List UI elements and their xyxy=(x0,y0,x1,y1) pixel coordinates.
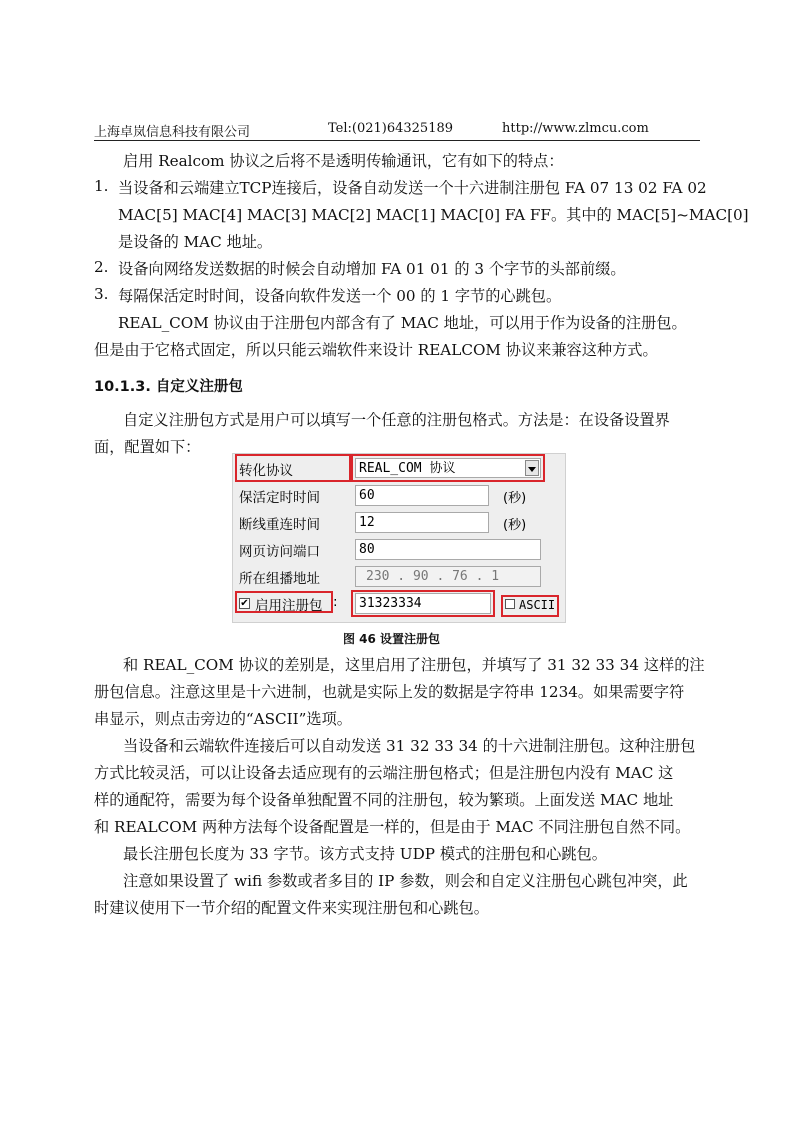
webport-label: 网页访问端口 xyxy=(239,544,320,560)
list-item-3-line-1: 每隔保活定时时间，设备向软件发送一个 00 的 1 字节的心跳包。 xyxy=(118,287,562,305)
para4-line-1: 当设备和云端软件连接后可以自动发送 31 32 33 34 的十六进制注册包。这种注册包 xyxy=(123,737,696,755)
highlight-register-input xyxy=(351,590,495,617)
register-colon: : xyxy=(333,594,338,610)
keepalive-unit: (秒) xyxy=(503,491,527,506)
register-input[interactable]: 31323334 xyxy=(355,593,491,614)
list-number-1: 1. xyxy=(94,177,109,195)
webport-input[interactable]: 80 xyxy=(355,539,541,560)
highlight-ascii xyxy=(501,595,559,617)
protocol-label: 转化协议 xyxy=(239,463,293,479)
para1-line-1: REAL_COM 协议由于注册包内部含有了 MAC 地址，可以用于作为设备的注册包。 xyxy=(118,314,687,332)
reconnect-unit: (秒) xyxy=(503,518,527,533)
register-checkbox[interactable]: ✔ xyxy=(240,598,249,609)
para3-line-3: 串显示，则点击旁边的“ASCII”选项。 xyxy=(94,710,352,728)
para4-line-3: 样的通配符，需要为每个设备单独配置不同的注册包，较为繁琐。上面发送 MAC 地址 xyxy=(94,791,674,809)
keepalive-label: 保活定时时间 xyxy=(239,490,320,506)
para2-line-2: 面，配置如下： xyxy=(94,438,201,456)
para6-line-1: 注意如果设置了 wifi 参数或者多目的 IP 参数，则会和自定义注册包心跳包冲突，此 xyxy=(123,872,688,890)
list-item-2-line-1: 设备向网络发送数据的时候会自动增加 FA 01 01 的 3 个字节的头部前缀。 xyxy=(118,260,626,278)
header-tel: Tel:(021)64325189 xyxy=(328,121,454,136)
para6-line-2: 时建议使用下一节介绍的配置文件来实现注册包和心跳包。 xyxy=(94,899,489,917)
highlight-protocol-label xyxy=(235,454,351,482)
para2-line-1: 自定义注册包方式是用户可以填写一个任意的注册包格式。方法是：在设备设置界 xyxy=(123,411,670,429)
figure-caption: 图 46 设置注册包 xyxy=(343,632,441,646)
list-number-2: 2. xyxy=(94,258,109,276)
ascii-label: ASCII xyxy=(519,598,556,612)
list-item-1-line-1: 当设备和云端建立TCP连接后，设备自动发送一个十六进制注册包 FA 07 13 02 FA 02 xyxy=(118,179,707,197)
para4-line-2: 方式比较灵活，可以让设备去适应现有的云端注册包格式；但是注册包内没有 MAC 这 xyxy=(94,764,674,782)
settings-panel xyxy=(232,453,566,623)
list-item-1-line-3: 是设备的 MAC 地址。 xyxy=(118,233,273,251)
keepalive-input[interactable]: 60 xyxy=(355,485,489,506)
multicast-input[interactable]: 230 . 90 . 76 . 1 xyxy=(355,566,541,587)
para3-line-2: 册包信息。注意这里是十六进制，也就是实际上发的数据是字符串 1234。如果需要字符 xyxy=(94,683,685,701)
header-divider xyxy=(94,140,700,141)
multicast-label: 所在组播地址 xyxy=(239,571,320,587)
para4-line-4: 和 REALCOM 两种方法每个设备配置是一样的，但是由于 MAC 不同注册包自然不同。 xyxy=(94,818,691,836)
register-label: 启用注册包 xyxy=(255,598,323,614)
list-number-3: 3. xyxy=(94,285,109,303)
reconnect-label: 断线重连时间 xyxy=(239,517,320,533)
intro-paragraph: 启用 Realcom 协议之后将不是透明传输通讯，它有如下的特点： xyxy=(123,152,564,170)
highlight-protocol-select xyxy=(351,454,545,482)
reconnect-input[interactable]: 12 xyxy=(355,512,489,533)
protocol-select-value: REAL_COM 协议 xyxy=(359,461,456,476)
header-company: 上海卓岚信息科技有限公司 xyxy=(94,125,251,140)
section-heading: 10.1.3. 自定义注册包 xyxy=(94,379,243,395)
para1-line-2: 但是由于它格式固定，所以只能云端软件来设计 REALCOM 协议来兼容这种方式。 xyxy=(94,341,658,359)
list-item-1-line-2: MAC[5] MAC[4] MAC[3] MAC[2] MAC[1] MAC[0] FA FF。其中的 MAC[5]~MAC[0] xyxy=(118,206,749,224)
header-url: http://www.zlmcu.com xyxy=(502,121,649,136)
para3-line-1: 和 REAL_COM 协议的差别是，这里启用了注册包，并填写了 31 32 33 34 这样的注 xyxy=(123,656,705,674)
highlight-register-label xyxy=(235,591,333,613)
para5: 最长注册包长度为 33 字节。该方式支持 UDP 模式的注册包和心跳包。 xyxy=(123,845,607,863)
